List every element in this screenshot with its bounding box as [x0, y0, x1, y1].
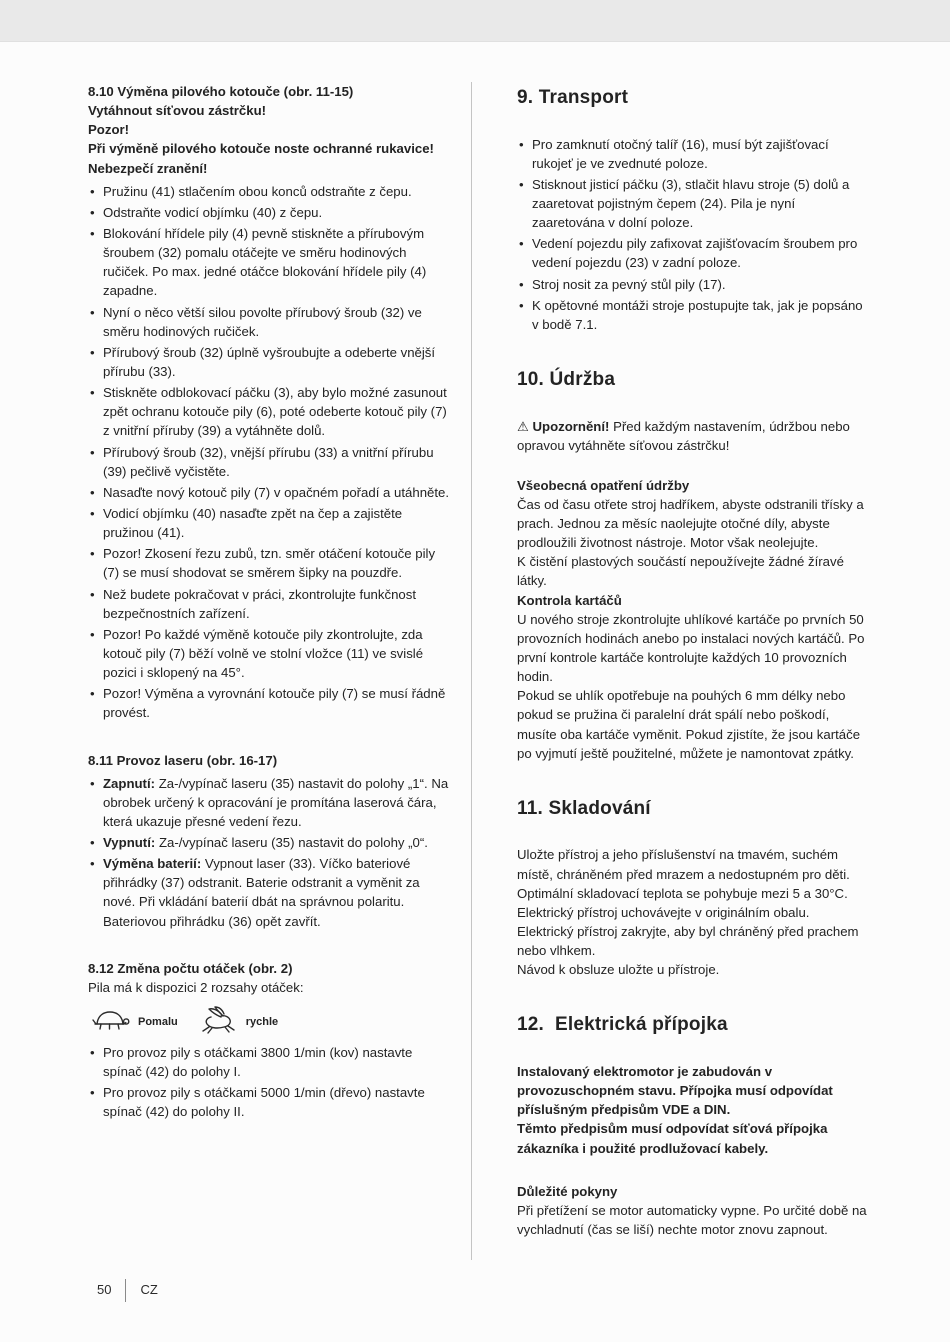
warning-icon: ⚠	[517, 418, 529, 434]
subsection-title: Všeobecná opatření údržby	[517, 477, 690, 493]
paragraph: Návod k obsluze uložte u přístroje.	[517, 962, 720, 978]
column-divider	[471, 82, 472, 1260]
paragraph: K čistění plastových součástí nepoužívejte žádné žíravé látky.	[517, 554, 844, 589]
bullet-list	[88, 1043, 451, 1122]
list-item: • Pro provoz pily s otáčkami 3800 1/min (kov) nastavte spínač (42) do polohy I.	[103, 1043, 451, 1081]
list-item: • Nyní o něco větší silou povolte přírubový šroub (32) ve směru hodinových ručiček.	[103, 303, 451, 341]
list-item: • Pro provoz pily s otáčkami 5000 1/min (dřevo) nastavte spínač (42) do polohy II.	[103, 1083, 451, 1121]
page-footer	[97, 1279, 158, 1302]
bullet-lead: Zapnutí:	[103, 775, 156, 791]
list-item: • Než budete pokračovat v práci, zkontrolujte funkčnost bezpečnostních zařízení.	[103, 585, 451, 623]
hare-icon	[196, 1006, 238, 1034]
warning-text: Před každým nastavením, údržbou nebo opravou vytáhněte síťovou zástrčku!	[517, 418, 850, 453]
list-item: • Pružinu (41) stlačením obou konců odstraňte z čepu.	[103, 182, 451, 201]
list-item: • Stiskněte odblokovací páčku (3), aby bylo možné zasunout zpět ochranu kotouče pily (6), poté odeberte kotouč pily (7) z vnitřní příruby (39) a vytáhněte dolů.	[103, 383, 451, 440]
paragraph: Elektrický přístroj uchovávejte v originálním obalu.	[517, 904, 810, 920]
slow-speed-label: Pomalu	[138, 1016, 178, 1029]
bold-paragraph: Instalovaný elektromotor je zabudován v provozuschopném stavu. Přípojka musí odpovídat příslušným předpisům VDE a DIN.	[517, 1063, 833, 1118]
section-8-12	[88, 959, 451, 1122]
footer-page-number: 50	[97, 1282, 112, 1298]
speed-range-icons	[90, 1006, 451, 1034]
list-item: • Přírubový šroub (32), vnější přírubu (33) a vnitřní přírubu (39) pečlivě vyčistěte.	[103, 443, 451, 481]
subsection-title: Důležité pokyny	[517, 1183, 618, 1199]
left-column	[88, 82, 451, 1260]
turtle-icon	[90, 1007, 130, 1033]
bold-paragraph: Těmto předpisům musí odpovídat síťová přípojka zákazníka i použité prodlužovací kabely.	[517, 1121, 828, 1156]
section-heading: 12. Elektrická přípojka	[517, 1014, 728, 1036]
section-heading: 8.10 Výměna pilového kotouče (obr. 11-15)	[88, 84, 354, 99]
bold-instruction: Pozor!	[88, 122, 130, 138]
page-content	[0, 82, 950, 1260]
list-item: • Blokování hřídele pily (4) pevně stiskněte a přírubovým šroubem (32) pomalu otáčejte ve směru hodinových ručiček. Po max. jedné otáčce blokování hřídele pily (4) zapadne.	[103, 224, 451, 301]
bullet-text: Za-/vypínač laseru (35) nastavit do polohy „0“.	[158, 835, 428, 851]
paragraph: Čas od času otřete stroj hadříkem, abyste odstranili třísky a prach. Jednou za měsíc naolejujte otočné díly, abyste prodloužili životnost nástroje. Motor však neolejujte.	[517, 496, 864, 551]
section-9-transport	[517, 84, 870, 334]
list-item: • K opětovné montáži stroje postupujte tak, jak je popsáno v bodě 7.1.	[532, 296, 870, 334]
list-item: • Stisknout jisticí páčku (3), stlačit hlavu stroje (5) dolů a zaaretovat pojistným čepem (24). Pila je nyní zaaretována v dolní poloze.	[532, 175, 870, 232]
list-item: • Pro zamknutí otočný talíř (16), musí být zajišťovací rukojeť je ve zvednuté poloze.	[532, 135, 870, 173]
right-column	[517, 82, 870, 1260]
list-item: • Pozor! Po každé výměně kotouče pily zkontrolujte, zda kotouč pily (7) běží volně ve stolní vložce (11) ve svislé pozici i sklopený na 45°.	[103, 625, 451, 682]
bullet-list	[88, 774, 451, 931]
section-heading: 11. Skladování	[517, 797, 651, 819]
fast-speed-label: rychle	[245, 1016, 279, 1029]
bullet-text: Vypnout laser (33). Víčko bateriové přihrádky (37) odstranit. Baterie odstranit a vyměnit za nové. Při vkládání baterií dbát na správnou polaritu. Bateriovou přihrádku (36) opět zavřít.	[103, 856, 420, 929]
bold-instruction: Při výměně pilového kotouče noste ochranné rukavice! Nebezpečí zranění!	[88, 141, 434, 176]
list-item: • Nasaďte nový kotouč pily (7) v opačném pořadí a utáhněte.	[103, 483, 451, 502]
list-item	[103, 833, 451, 852]
list-item: • Vedení pojezdu pily zafixovat zajišťovacím šroubem pro vedení pojezdu (23) v zadní poloze.	[532, 234, 870, 272]
list-item: • Stroj nosit za pevný stůl pily (17).	[532, 275, 870, 294]
section-11-storage	[517, 795, 870, 980]
subsection-title: Kontrola kartáčů	[517, 592, 622, 608]
bold-instruction: Vytáhnout síťovou zástrčku!	[88, 103, 267, 119]
bullet-text: Za-/vypínač laseru (35) nastavit do polohy „1“. Na obrobek určený k opracování je promítána laserová čára, která ukazuje přesné vedení řezu.	[103, 775, 449, 829]
list-item: • Vodicí objímku (40) nasaďte zpět na čep a zajistěte pružinou (41).	[103, 504, 451, 542]
bullet-list	[517, 135, 870, 334]
paragraph: Elektrický přístroj zakryjte, aby byl chráněný před prachem nebo vlhkem.	[517, 924, 859, 959]
section-8-10	[88, 82, 451, 723]
list-item: • Pozor! Výměna a vyrovnání kotouče pily (7) se musí řádně provést.	[103, 684, 451, 722]
intro-line: Pila má k dispozici 2 rozsahy otáček:	[88, 979, 304, 995]
list-item: • Pozor! Zkosení řezu zubů, tzn. směr otáčení kotouče pily (7) se musí shodovat se směrem šipky na pouzdře.	[103, 544, 451, 582]
footer-divider	[125, 1279, 126, 1302]
section-heading: 9. Transport	[517, 87, 629, 108]
page-header-band	[0, 0, 950, 42]
section-heading: 8.12 Změna počtu otáček (obr. 2)	[88, 960, 293, 976]
paragraph: Pokud se uhlík opotřebuje na pouhých 6 mm délky nebo pokud se pružina či paralelní drát spálí nebo poškodí, musíte oba kartáče vyměnit. Pokud zjistíte, že jsou kartáče po vyjmutí ještě použitelné, můžete je namontovat zpátky.	[517, 688, 861, 761]
bullet-list	[88, 182, 451, 723]
section-heading: 10. Údržba	[517, 368, 616, 390]
section-12-electrical	[517, 1011, 870, 1239]
section-10-maintenance	[517, 366, 870, 763]
bullet-lead: Vypnutí:	[103, 835, 156, 851]
list-item	[103, 854, 451, 931]
section-8-11	[88, 751, 451, 931]
bullet-lead: Výměna baterií:	[103, 856, 202, 872]
list-item	[103, 774, 451, 831]
paragraph: Uložte přístroj a jeho příslušenství na tmavém, suchém místě, chráněném před mrazem a nedostupném pro děti. Optimální skladovací teplota se pohybuje mezi 5 a 30°C.	[517, 847, 850, 901]
paragraph: U nového stroje zkontrolujte uhlíkové kartáče po prvních 50 provozních hodinách anebo po instalaci nových kartáčů. Po první kontrole kartáče kontrolujte každých 10 provozních hodin.	[517, 611, 865, 685]
section-heading: 8.11 Provoz laseru (obr. 16-17)	[88, 752, 278, 768]
warning-label: Upozornění!	[532, 418, 610, 434]
paragraph: Při přetížení se motor automaticky vypne. Po určité době na vychladnutí (čas se liší) nechte motor znovu zapnout.	[517, 1202, 867, 1237]
list-item: • Přírubový šroub (32) úplně vyšroubujte a odeberte vnější přírubu (33).	[103, 343, 451, 381]
list-item: • Odstraňte vodicí objímku (40) z čepu.	[103, 203, 451, 222]
warning-note	[517, 417, 870, 455]
footer-language: CZ	[140, 1282, 158, 1298]
